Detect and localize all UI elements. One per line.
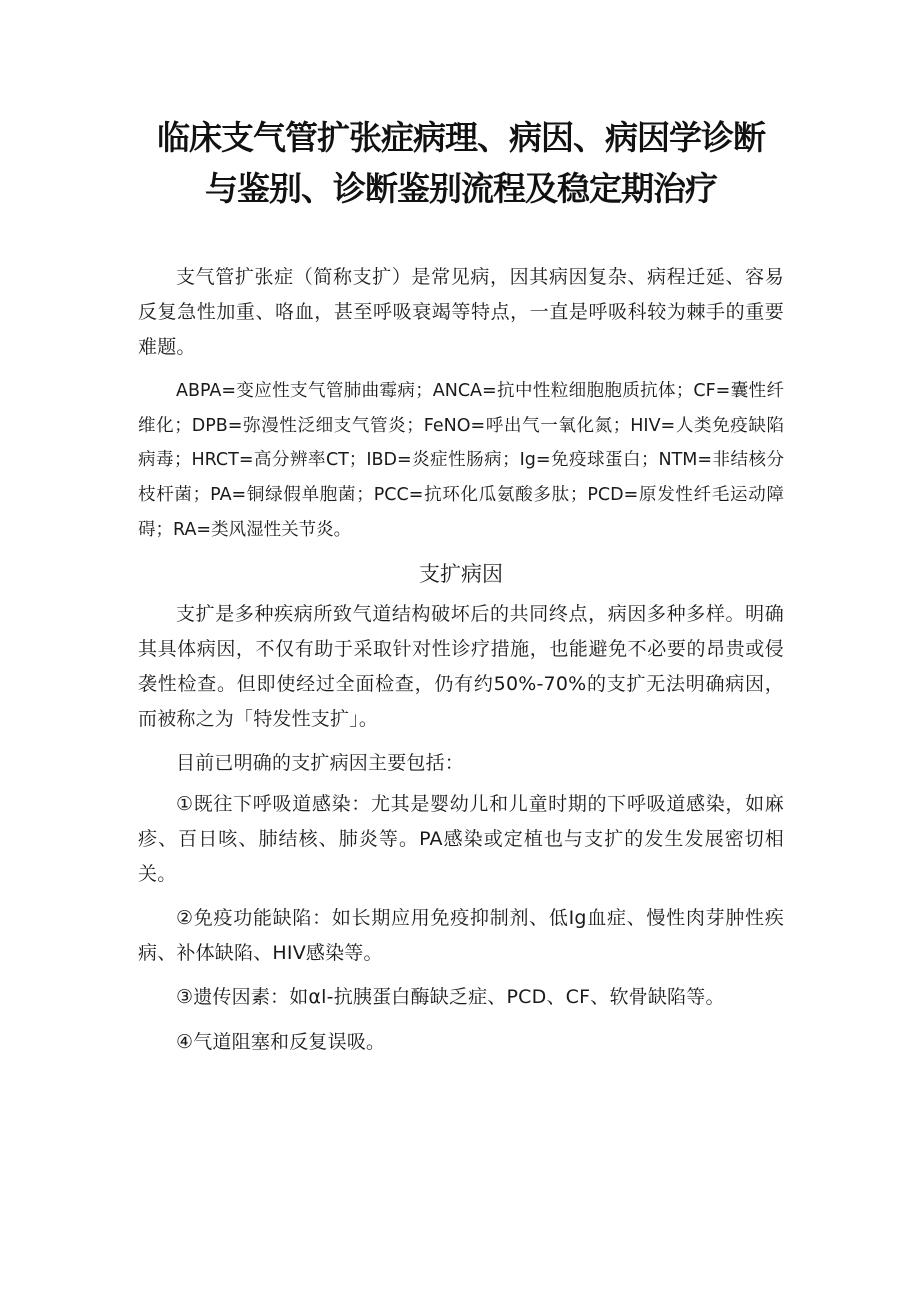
cause-item-immunodeficiency: ②免疫功能缺陷：如长期应用免疫抑制剂、低Ig血症、慢性肉芽肿性疾病、补体缺陷、HIV感染等。 [138,906,784,964]
document-page [138,112,784,1069]
title-line-2: 与鉴别、诊断鉴别流程及稳定期治疗 [205,169,717,208]
abbreviations-paragraph: ABPA=变应性支气管肺曲霉病；ANCA=抗中性粒细胞胞质抗体；CF=囊性纤维化；DPB=弥漫性泛细支气管炎；FeNO=呼出气一氧化氮；HIV=人类免疫缺陷病毒；HRCT=高分辨率CT；IBD=炎症性肠病；Ig=免疫球蛋白；NTM=非结核分枝杆菌；PA=铜绿假单胞菌；PCC=抗环化瓜氨酸多肽；PCD=原发性纤毛运动障碍；RA=类风湿性关节炎。 [138,381,784,540]
cause-item-genetic: ③遗传因素：如αl-抗胰蛋白酶缺乏症、PCD、CF、软骨缺陷等。 [176,985,725,1008]
cause-item-obstruction: ④气道阻塞和反复误吸。 [176,1030,386,1053]
title-line-1: 临床支气管扩张症病理、病因、病因学诊断 [157,118,765,157]
section-heading: 支扩病因 [419,561,503,586]
causes-intro-paragraph: 目前已明确的支扩病因主要包括： [176,751,465,774]
intro-paragraph: 支气管扩张症（简称支扩）是常见病，因其病因复杂、病程迁延、容易反复急性加重、咯血，甚至呼吸衰竭等特点，一直是呼吸科较为棘手的重要难题。 [138,266,784,358]
document-title [138,112,784,214]
cause-item-infection: ①既往下呼吸道感染：尤其是婴幼儿和儿童时期的下呼吸道感染，如麻疹、百日咳、肺结核、肺炎等。PA感染或定植也与支扩的发生发展密切相关。 [138,792,784,885]
document-body [138,260,784,1060]
etiology-paragraph: 支扩是多种疾病所致气道结构破坏后的共同终点，病因多种多样。明确其具体病因，不仅有助于采取针对性诊疗措施，也能避免不必要的昂贵或侵袭性检查。但即使经过全面检查，仍有约50%-70%的支扩无法明确病因，而被称之为「特发性支扩」。 [138,602,784,730]
